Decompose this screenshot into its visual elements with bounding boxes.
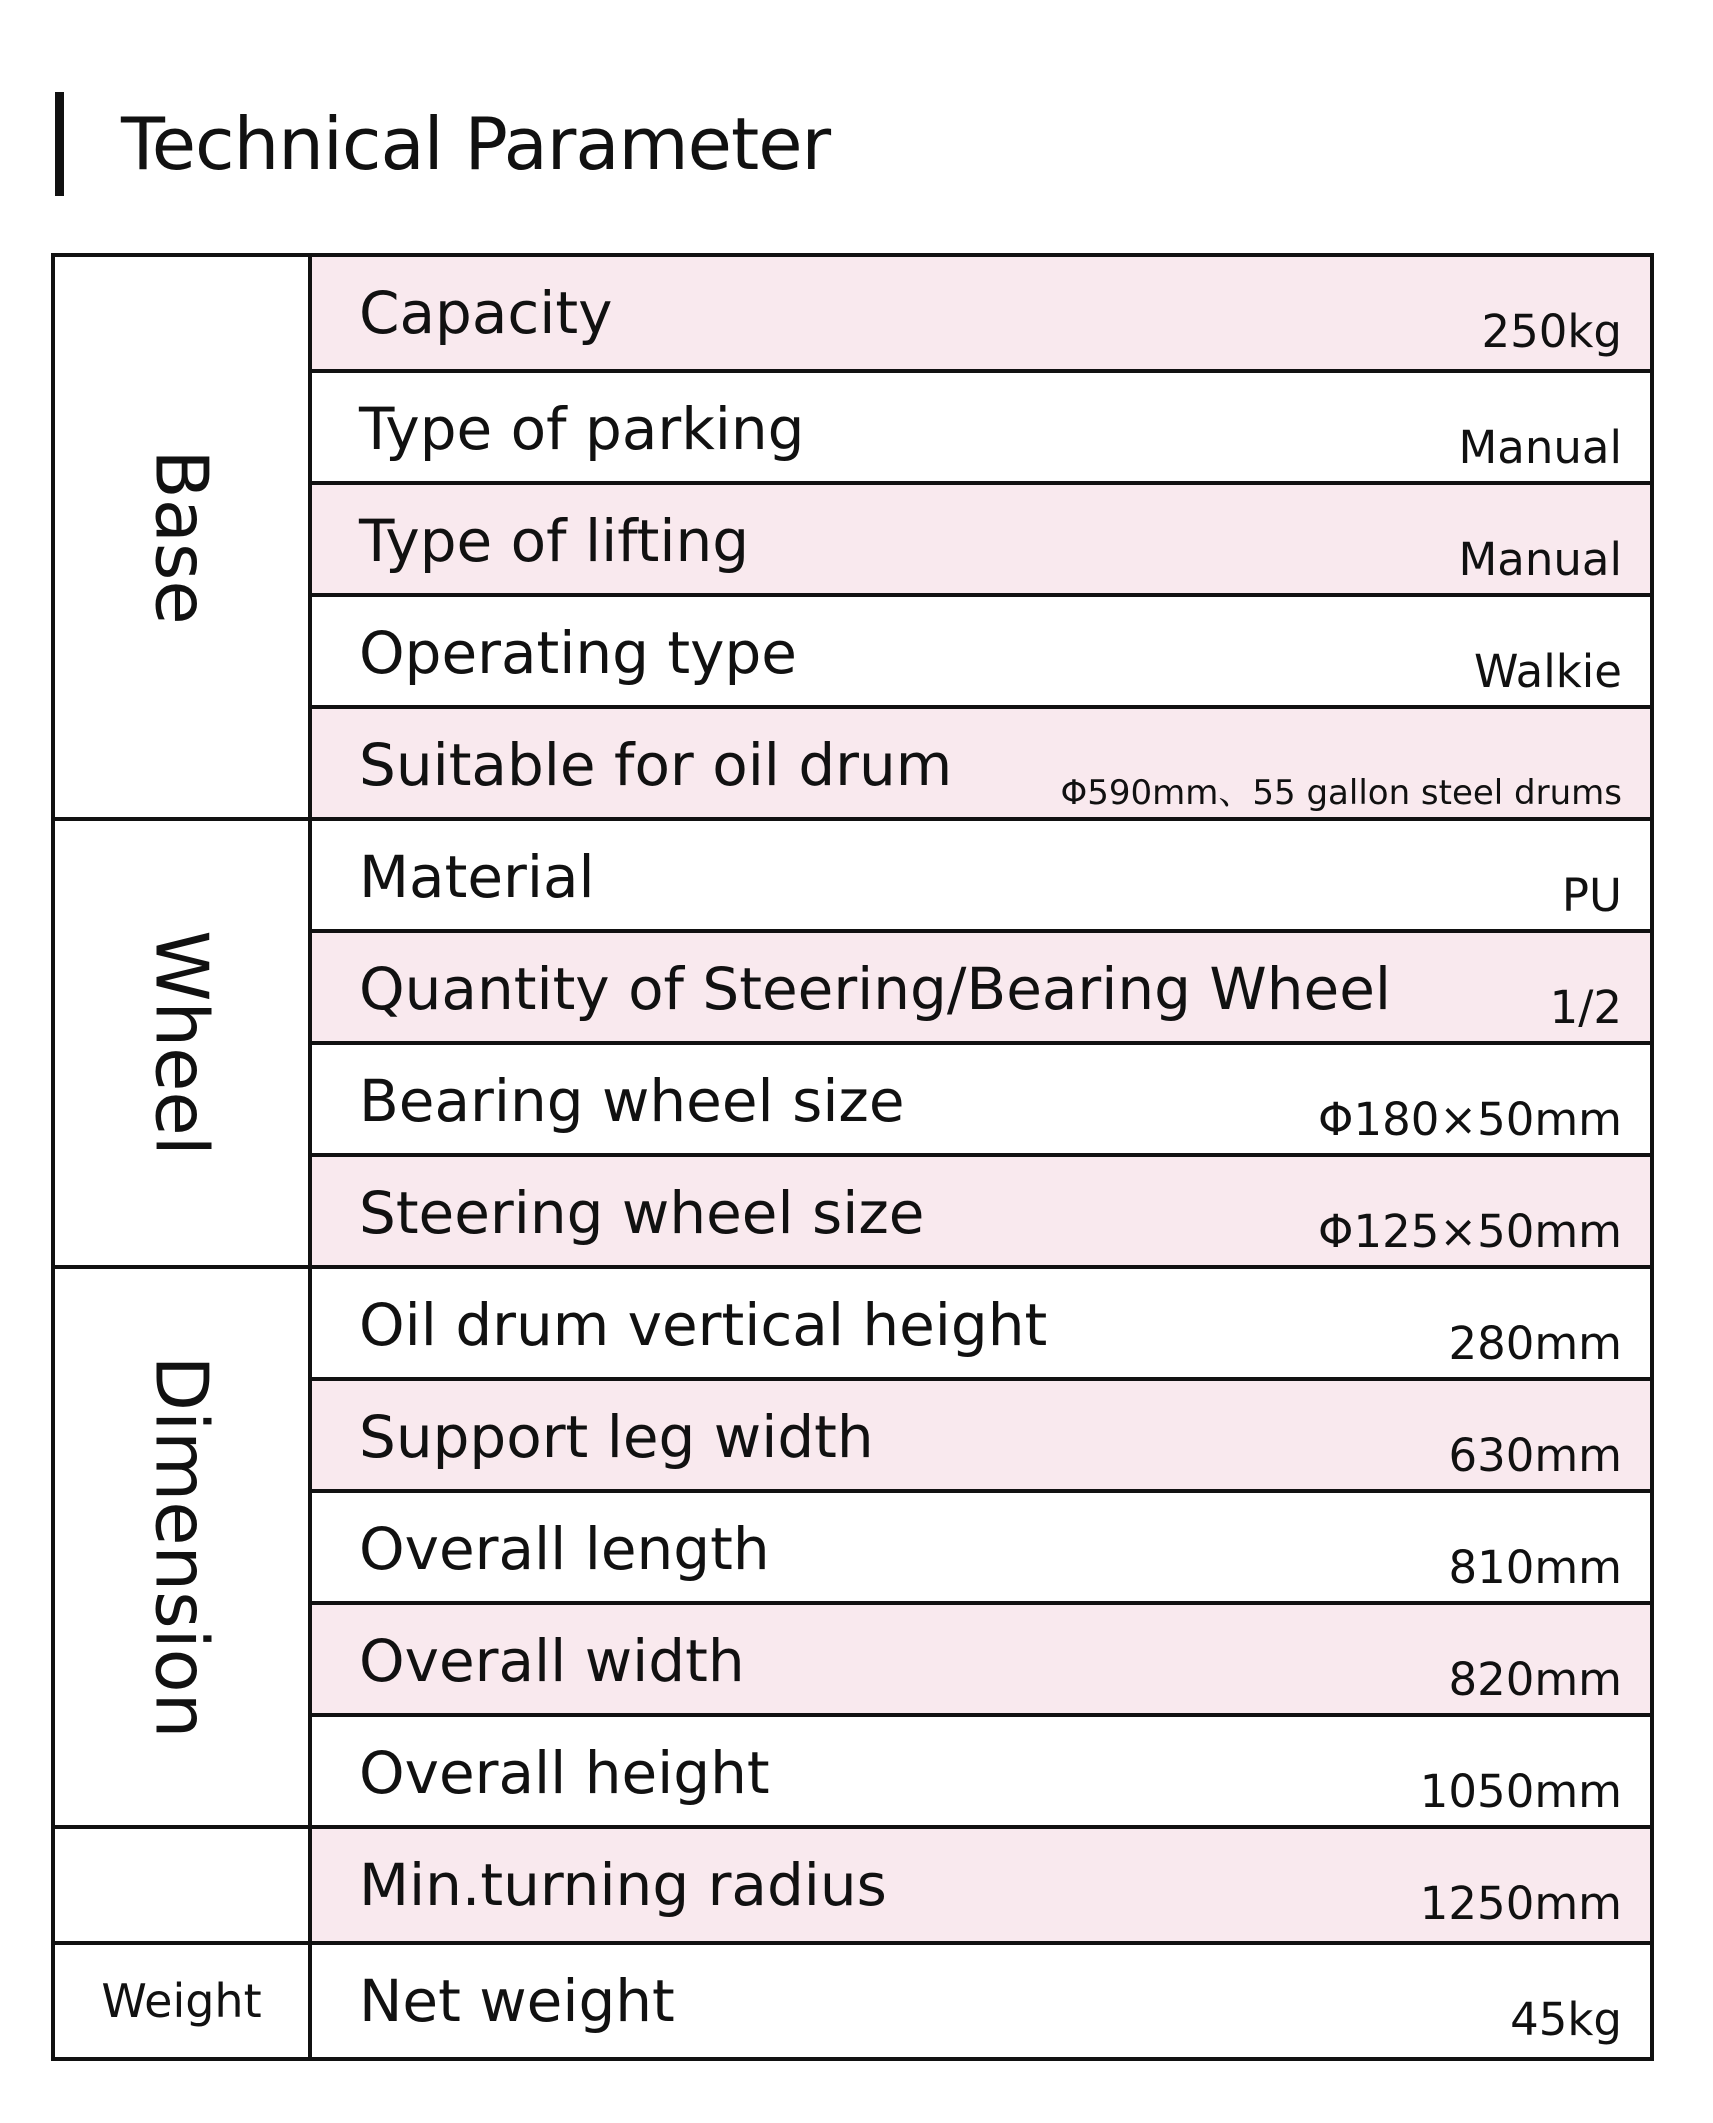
table-row — [312, 1945, 1650, 2057]
parameter-name: Capacity — [359, 279, 613, 347]
parameter-value: Manual — [1458, 421, 1622, 474]
parameter-value: 250kg — [1481, 305, 1622, 358]
parameter-name: Suitable for oil drum — [359, 731, 953, 799]
parameter-name: Steering wheel size — [359, 1179, 925, 1247]
page-heading — [55, 92, 830, 196]
parameter-name: Type of parking — [359, 395, 805, 463]
parameter-rows — [312, 257, 1650, 2057]
category-label: Base — [139, 449, 224, 625]
table-row — [312, 1269, 1650, 1381]
parameter-name: Overall height — [359, 1739, 770, 1807]
parameter-value: 810mm — [1448, 1541, 1622, 1594]
table-row — [312, 485, 1650, 597]
parameter-name: Support leg width — [359, 1403, 874, 1471]
table-row — [312, 1381, 1650, 1493]
category-dimension — [55, 1269, 308, 1829]
table-row — [312, 1493, 1650, 1605]
parameter-value: Walkie — [1474, 645, 1622, 698]
parameter-name: Material — [359, 843, 595, 911]
parameter-table — [51, 253, 1654, 2061]
table-row — [312, 709, 1650, 821]
parameter-name: Quantity of Steering/Bearing Wheel — [359, 955, 1391, 1023]
category-weight — [55, 1945, 308, 2057]
table-row — [312, 1157, 1650, 1269]
category-column — [55, 257, 308, 2057]
parameter-value: Manual — [1458, 533, 1622, 586]
parameter-value: 45kg — [1510, 1993, 1622, 2046]
category-wheel — [55, 821, 308, 1269]
table-row — [312, 597, 1650, 709]
parameter-name: Oil drum vertical height — [359, 1291, 1048, 1359]
table-row — [312, 373, 1650, 485]
category-label: Dimension — [139, 1355, 224, 1739]
parameter-value: 630mm — [1448, 1429, 1622, 1482]
table-row — [312, 1829, 1650, 1945]
table-row — [312, 1717, 1650, 1829]
parameter-value: PU — [1561, 869, 1622, 922]
table-row — [312, 1045, 1650, 1157]
table-row — [312, 257, 1650, 373]
parameter-value: Φ125×50mm — [1318, 1205, 1622, 1258]
parameter-value: 280mm — [1448, 1317, 1622, 1370]
parameter-name: Overall length — [359, 1515, 770, 1583]
parameter-name: Min.turning radius — [359, 1851, 887, 1919]
table-row — [312, 1605, 1650, 1717]
parameter-name: Type of lifting — [359, 507, 750, 575]
parameter-value: Φ180×50mm — [1318, 1093, 1622, 1146]
category-base — [55, 257, 308, 821]
parameter-value: 1/2 — [1549, 981, 1622, 1034]
parameter-value: 1050mm — [1419, 1765, 1622, 1818]
category-label: Wheel — [139, 930, 224, 1156]
table-row — [312, 821, 1650, 933]
category-blank — [55, 1829, 308, 1945]
parameter-value: 820mm — [1448, 1653, 1622, 1706]
parameter-value: 1250mm — [1419, 1877, 1622, 1930]
parameter-name: Overall width — [359, 1627, 745, 1695]
parameter-name: Operating type — [359, 619, 797, 687]
table-row — [312, 933, 1650, 1045]
page-title: Technical Parameter — [121, 102, 831, 186]
parameter-name: Net weight — [359, 1967, 675, 2035]
category-label: Weight — [101, 1974, 262, 2028]
parameter-name: Bearing wheel size — [359, 1067, 905, 1135]
heading-accent-bar — [55, 92, 64, 196]
parameter-value: Φ590mm、55 gallon steel drums — [1060, 773, 1622, 813]
